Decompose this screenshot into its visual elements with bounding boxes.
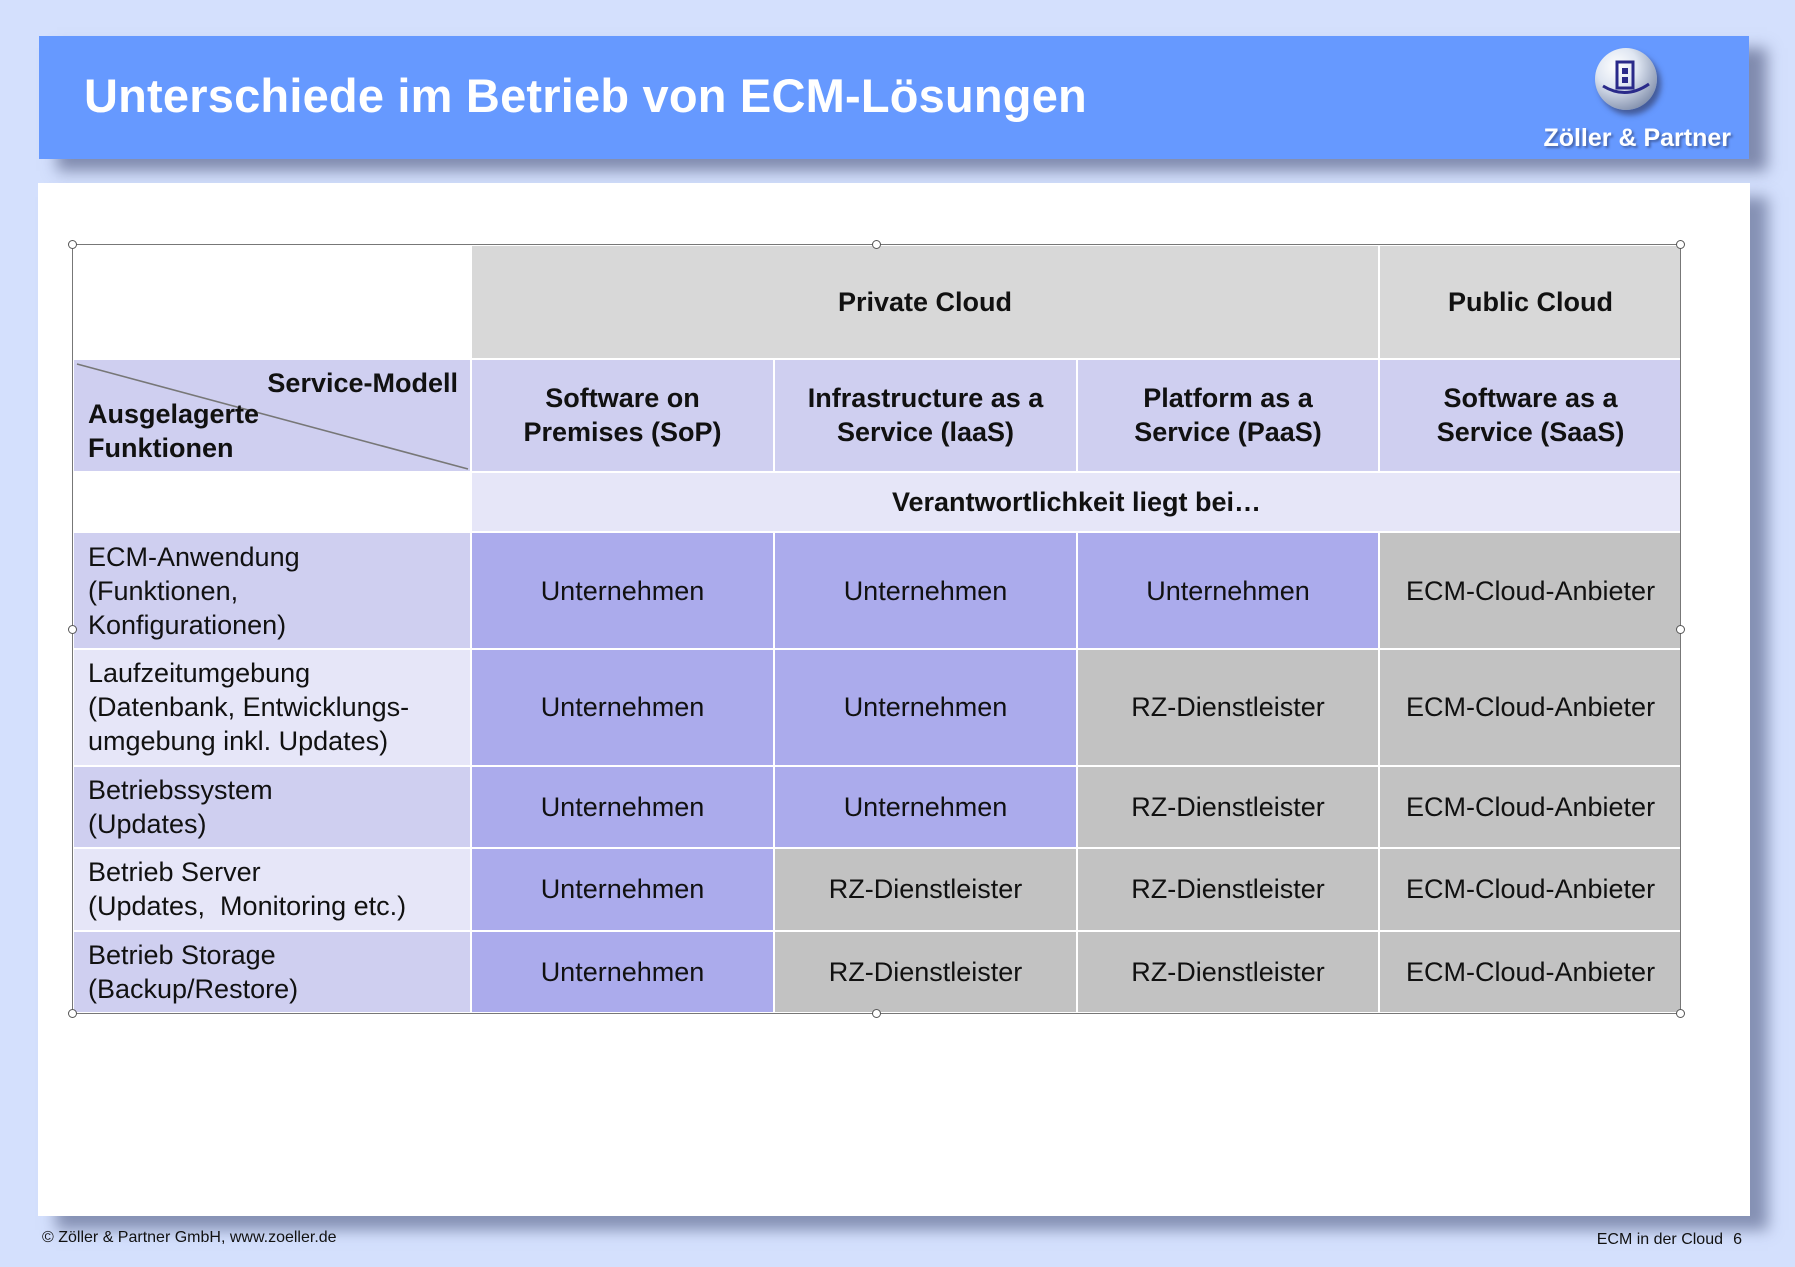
corner-label-line: Funktionen bbox=[88, 433, 234, 464]
band-label-empty bbox=[73, 472, 471, 532]
table-cell: Unternehmen bbox=[774, 649, 1077, 766]
table-cell: ECM-Cloud-Anbieter bbox=[1379, 649, 1682, 766]
corner-label-line: Ausgelagerte bbox=[88, 399, 260, 430]
resize-handle-bottom-left[interactable] bbox=[68, 1009, 77, 1018]
table-cell: RZ-Dienstleister bbox=[774, 931, 1077, 1014]
company-logo bbox=[1511, 48, 1731, 153]
table-cell: Unternehmen bbox=[471, 532, 774, 649]
table-row bbox=[73, 848, 1682, 930]
row-label-server-operation: Betrieb Server (Updates, Monitoring etc.) bbox=[73, 848, 471, 930]
slide-title: Unterschiede im Betrieb von ECM-Lösungen bbox=[84, 69, 1087, 122]
table-cell: Unternehmen bbox=[471, 848, 774, 930]
group-header-private-cloud: Private Cloud bbox=[471, 245, 1379, 359]
table-cell: RZ-Dienstleister bbox=[1077, 649, 1379, 766]
model-header-paas: Platform as a Service (PaaS) bbox=[1077, 359, 1379, 473]
row-label-storage-operation: Betrieb Storage (Backup/Restore) bbox=[73, 931, 471, 1014]
table-row bbox=[73, 649, 1682, 766]
resize-handle-top-right[interactable] bbox=[1676, 240, 1685, 249]
row-label-ecm-application: ECM-Anwendung (Funktionen, Konfigurationen) bbox=[73, 532, 471, 649]
group-header-public-cloud: Public Cloud bbox=[1379, 245, 1682, 359]
table-corner-empty bbox=[73, 245, 471, 359]
table-cell: Unternehmen bbox=[471, 649, 774, 766]
logo-text: Zöller & Partner bbox=[1543, 124, 1731, 152]
footer-page-number: 6 bbox=[1733, 1231, 1742, 1248]
table-cell: ECM-Cloud-Anbieter bbox=[1379, 848, 1682, 930]
resize-handle-bottom[interactable] bbox=[872, 1009, 881, 1018]
corner-label-outsourced-functions bbox=[88, 397, 259, 465]
corner-label-service-model: Service-Modell bbox=[267, 367, 458, 398]
table-cell: Unternehmen bbox=[471, 766, 774, 848]
responsibility-band: Verantwortlichkeit liegt bei… bbox=[471, 472, 1682, 532]
row-label-runtime: Laufzeitumgebung (Datenbank, Entwicklungs- umgebung inkl. Updates) bbox=[73, 649, 471, 766]
table-row bbox=[73, 359, 1682, 473]
table-row bbox=[73, 472, 1682, 532]
row-label-operating-system: Betriebssystem (Updates) bbox=[73, 766, 471, 848]
resize-handle-bottom-right[interactable] bbox=[1676, 1009, 1685, 1018]
table-cell: ECM-Cloud-Anbieter bbox=[1379, 766, 1682, 848]
footer-presentation-title: ECM in der Cloud bbox=[1596, 1231, 1723, 1248]
table-row bbox=[73, 931, 1682, 1014]
table-cell: RZ-Dienstleister bbox=[1077, 766, 1379, 848]
table-row bbox=[73, 766, 1682, 848]
table-cell: Unternehmen bbox=[774, 766, 1077, 848]
resize-handle-top-left[interactable] bbox=[68, 240, 77, 249]
table-cell: RZ-Dienstleister bbox=[774, 848, 1077, 930]
table-row bbox=[73, 532, 1682, 649]
table-cell: ECM-Cloud-Anbieter bbox=[1379, 532, 1682, 649]
resize-handle-left[interactable] bbox=[68, 625, 77, 634]
model-header-iaas: Infrastructure as a Service (laaS) bbox=[774, 359, 1077, 473]
logo-globe-icon bbox=[1595, 48, 1657, 110]
table-row bbox=[73, 245, 1682, 359]
model-header-sop: Software on Premises (SoP) bbox=[471, 359, 774, 473]
table-cell: Unternehmen bbox=[774, 532, 1077, 649]
footer-copyright: © Zöller & Partner GmbH, www.zoeller.de bbox=[42, 1229, 337, 1246]
table-cell: RZ-Dienstleister bbox=[1077, 931, 1379, 1014]
table-cell: RZ-Dienstleister bbox=[1077, 848, 1379, 930]
slide-header bbox=[39, 36, 1749, 159]
resize-handle-right[interactable] bbox=[1676, 625, 1685, 634]
table-cell: Unternehmen bbox=[471, 931, 774, 1014]
table-cell: ECM-Cloud-Anbieter bbox=[1379, 931, 1682, 1014]
table-cell: Unternehmen bbox=[1077, 532, 1379, 649]
model-header-saas: Software as a Service (SaaS) bbox=[1379, 359, 1682, 473]
resize-handle-top[interactable] bbox=[872, 240, 881, 249]
table-corner-diagonal bbox=[73, 359, 471, 473]
service-model-table[interactable] bbox=[72, 244, 1683, 1014]
